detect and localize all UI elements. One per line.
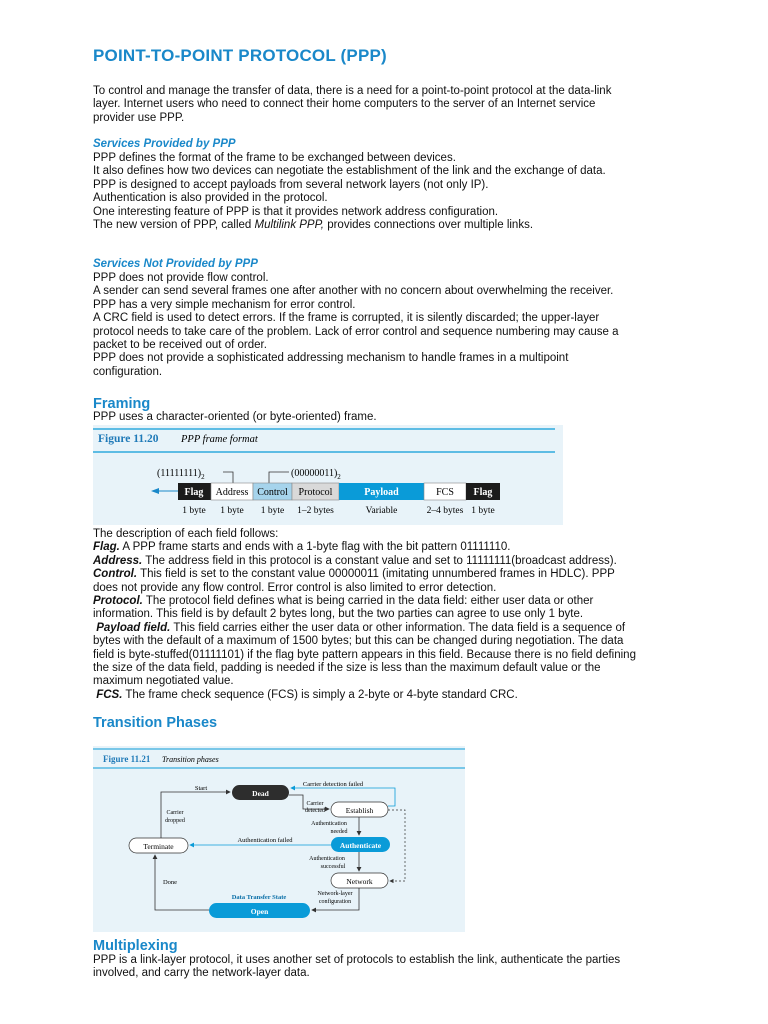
label-carrier-failed: Carrier detection failed (302, 781, 364, 788)
state-open-label: Open (250, 907, 269, 916)
text-line: The description of each field follows: (93, 528, 279, 540)
field-desc-control (93, 568, 683, 581)
field-key: Address. (93, 554, 143, 567)
field-control-label: Control (257, 487, 288, 498)
transition-heading: Transition Phases (93, 715, 218, 731)
text-line: PPP has a very simple mechanism for error control. (93, 298, 356, 311)
frame-format-figure (93, 425, 563, 525)
field-desc-protocol (93, 595, 683, 608)
text-line: Authentication is also provided in the protocol. (93, 192, 328, 205)
intro-line: provider use PPP. (93, 111, 185, 124)
field-desc-fcs (93, 689, 683, 702)
state-dead-label: Dead (252, 789, 269, 798)
field-desc-flag (93, 541, 683, 554)
size-payload: Variable (365, 506, 398, 516)
field-payload-label: Payload (364, 487, 399, 498)
text-line: the size of the data field, padding is needed if the size is less than the maximum default value or the (93, 662, 601, 675)
flag-bits-label: $(11111111)_2$ (157, 468, 205, 481)
text-line: PPP is a link-layer protocol, it uses another set of protocols to establish the link, authenticate the parties (93, 954, 621, 966)
field-protocol-label: Protocol (298, 487, 333, 498)
data-transfer-state-label: Data Transfer State (231, 894, 287, 901)
services-provided-heading: Services Provided by PPP (93, 138, 236, 150)
framing-intro: PPP uses a character-oriented (or byte-oriented) frame. (93, 411, 377, 423)
text-span: This field is set to the constant value 00000011 (imitating unnumbered frames in HDLC). PPP (137, 568, 615, 581)
size-protocol: 1–2 bytes (297, 506, 334, 516)
label-auth-failed: Authentication failed (237, 837, 293, 844)
label-carrier-dropped-1: Carrier (166, 810, 184, 816)
text-line: protocol needs to take care of the problem. Lack of error control and sequence numbering may cause a (93, 325, 619, 338)
page-title: POINT-TO-POINT PROTOCOL (PPP) (93, 46, 387, 65)
size-address: 1 byte (220, 506, 244, 516)
text-line: maximum negotiated value. (93, 675, 234, 688)
figure-number: Figure 11.20 (98, 433, 159, 445)
text-line: configuration. (93, 365, 163, 378)
field-key: Control. (93, 568, 138, 581)
text-line: PPP does not provide a sophisticated addressing mechanism to handle frames in a multipoint (93, 352, 569, 365)
text-span: provides connections over multiple links. (324, 219, 534, 232)
text-span: The new version of PPP, called (93, 219, 255, 232)
services-not-provided-list (93, 272, 683, 379)
field-desc-address (93, 555, 683, 568)
label-auth-needed-1: Authentication (311, 821, 347, 827)
text-span: A PPP frame starts and ends with a 1-byte flag with the bit pattern 01111110. (119, 541, 511, 554)
text-line: A CRC field is used to detect errors. If the frame is corrupted, it is silently discarded; the upper-layer (93, 312, 600, 325)
label-carrier-detected-1: Carrier (306, 801, 324, 807)
text-line: PPP is designed to accept payloads from several network layers (not only IP). (93, 178, 489, 191)
label-carrier-dropped-2: dropped (165, 818, 185, 824)
text-line: involved, and carry the network-layer data. (93, 967, 310, 980)
text-line: One interesting feature of PPP is that it provides network address configuration. (93, 205, 499, 218)
text-line: PPP does not provide flow control. (93, 272, 269, 284)
services-provided-list (93, 152, 683, 232)
figure-caption: PPP frame format (181, 434, 258, 445)
field-key: Protocol. (93, 595, 143, 608)
field-key: Payload field. (93, 621, 171, 634)
multiplexing-paragraph (93, 954, 683, 981)
intro-line: To control and manage the transfer of data, there is a need for a point-to-point protocol at the data-link (93, 85, 612, 97)
figure-caption: Transition phases (162, 755, 219, 764)
text-span: The protocol field defines what is being carried in the data field: either user data or other (142, 595, 594, 608)
text-line: A sender can send several frames one after another with no concern about overwhelming the receiver. (93, 285, 614, 298)
label-auth-success-2: successful (320, 864, 346, 870)
field-key: FCS. (93, 688, 123, 701)
field-desc-payload (93, 622, 683, 635)
text-line: bytes with the default of a maximum of 1500 bytes; but this can be changed during negotiation. The data (93, 635, 624, 648)
emphasis-text: Multilink PPP, (254, 219, 324, 232)
field-address-label: Address (215, 487, 249, 498)
state-terminate-label: Terminate (143, 842, 174, 851)
intro-line: layer. Internet users who need to connect their home computers to the server of an Internet service (93, 98, 596, 111)
label-netcfg-2: configuration (318, 899, 352, 905)
text-line: It also defines how two devices can negotiate the establishment of the link and the exchange of data. (93, 165, 606, 178)
text-span: This field carries either the user data or other information. The data field is a sequence of (170, 621, 626, 634)
transition-phases-diagram (93, 746, 465, 932)
field-flag-end-label: Flag (473, 487, 493, 498)
transition-phases-figure (93, 746, 465, 932)
size-flag-end: 1 byte (471, 506, 495, 516)
text-line: packet to be received out of order. (93, 339, 267, 352)
text-line: does not provide any flow control. Error control is also limited to error detection. (93, 581, 497, 594)
label-auth-needed-2: needed (330, 829, 348, 835)
size-flag-start: 1 byte (182, 506, 206, 516)
field-key: Flag. (93, 541, 120, 554)
text-line (93, 219, 683, 232)
frame-format-diagram (93, 425, 563, 525)
figure-number: Figure 11.21 (103, 754, 151, 764)
label-netcfg-1: Network-layer (317, 891, 353, 897)
state-authenticate-label: Authenticate (339, 841, 382, 850)
field-descriptions (93, 528, 683, 702)
label-carrier-detected-2: detected (305, 808, 325, 814)
services-not-provided-heading: Services Not Provided by PPP (93, 258, 258, 270)
text-span: The address field in this protocol is a constant value and set to 11111111(broadcast address). (142, 554, 617, 567)
label-done: Done (162, 879, 178, 886)
label-auth-success-1: Authentication (309, 856, 345, 862)
state-establish-label: Establish (345, 806, 374, 815)
field-flag-start-label: Flag (184, 487, 204, 498)
text-line: information. This field is by default 2 bytes long, but the two parties can agree to use only 1 byte. (93, 608, 584, 621)
control-bits-label: $(00000011)_2$ (291, 468, 341, 481)
intro-paragraph (93, 85, 683, 125)
text-line: field is byte-stuffed(01111101) if the flag byte pattern appears in this field. Because there is no field defining (93, 648, 636, 661)
field-fcs-label: FCS (436, 487, 454, 498)
size-control: 1 byte (260, 506, 285, 516)
text-span: The frame check sequence (FCS) is simply a 2-byte or 4-byte standard CRC. (122, 688, 518, 701)
label-start: Start (194, 785, 208, 792)
size-fcs: 2–4 bytes (426, 506, 464, 516)
multiplexing-heading: Multiplexing (93, 938, 178, 954)
text-line: PPP defines the format of the frame to be exchanged between devices. (93, 152, 456, 164)
state-network-label: Network (346, 877, 373, 886)
framing-heading: Framing (93, 396, 151, 412)
